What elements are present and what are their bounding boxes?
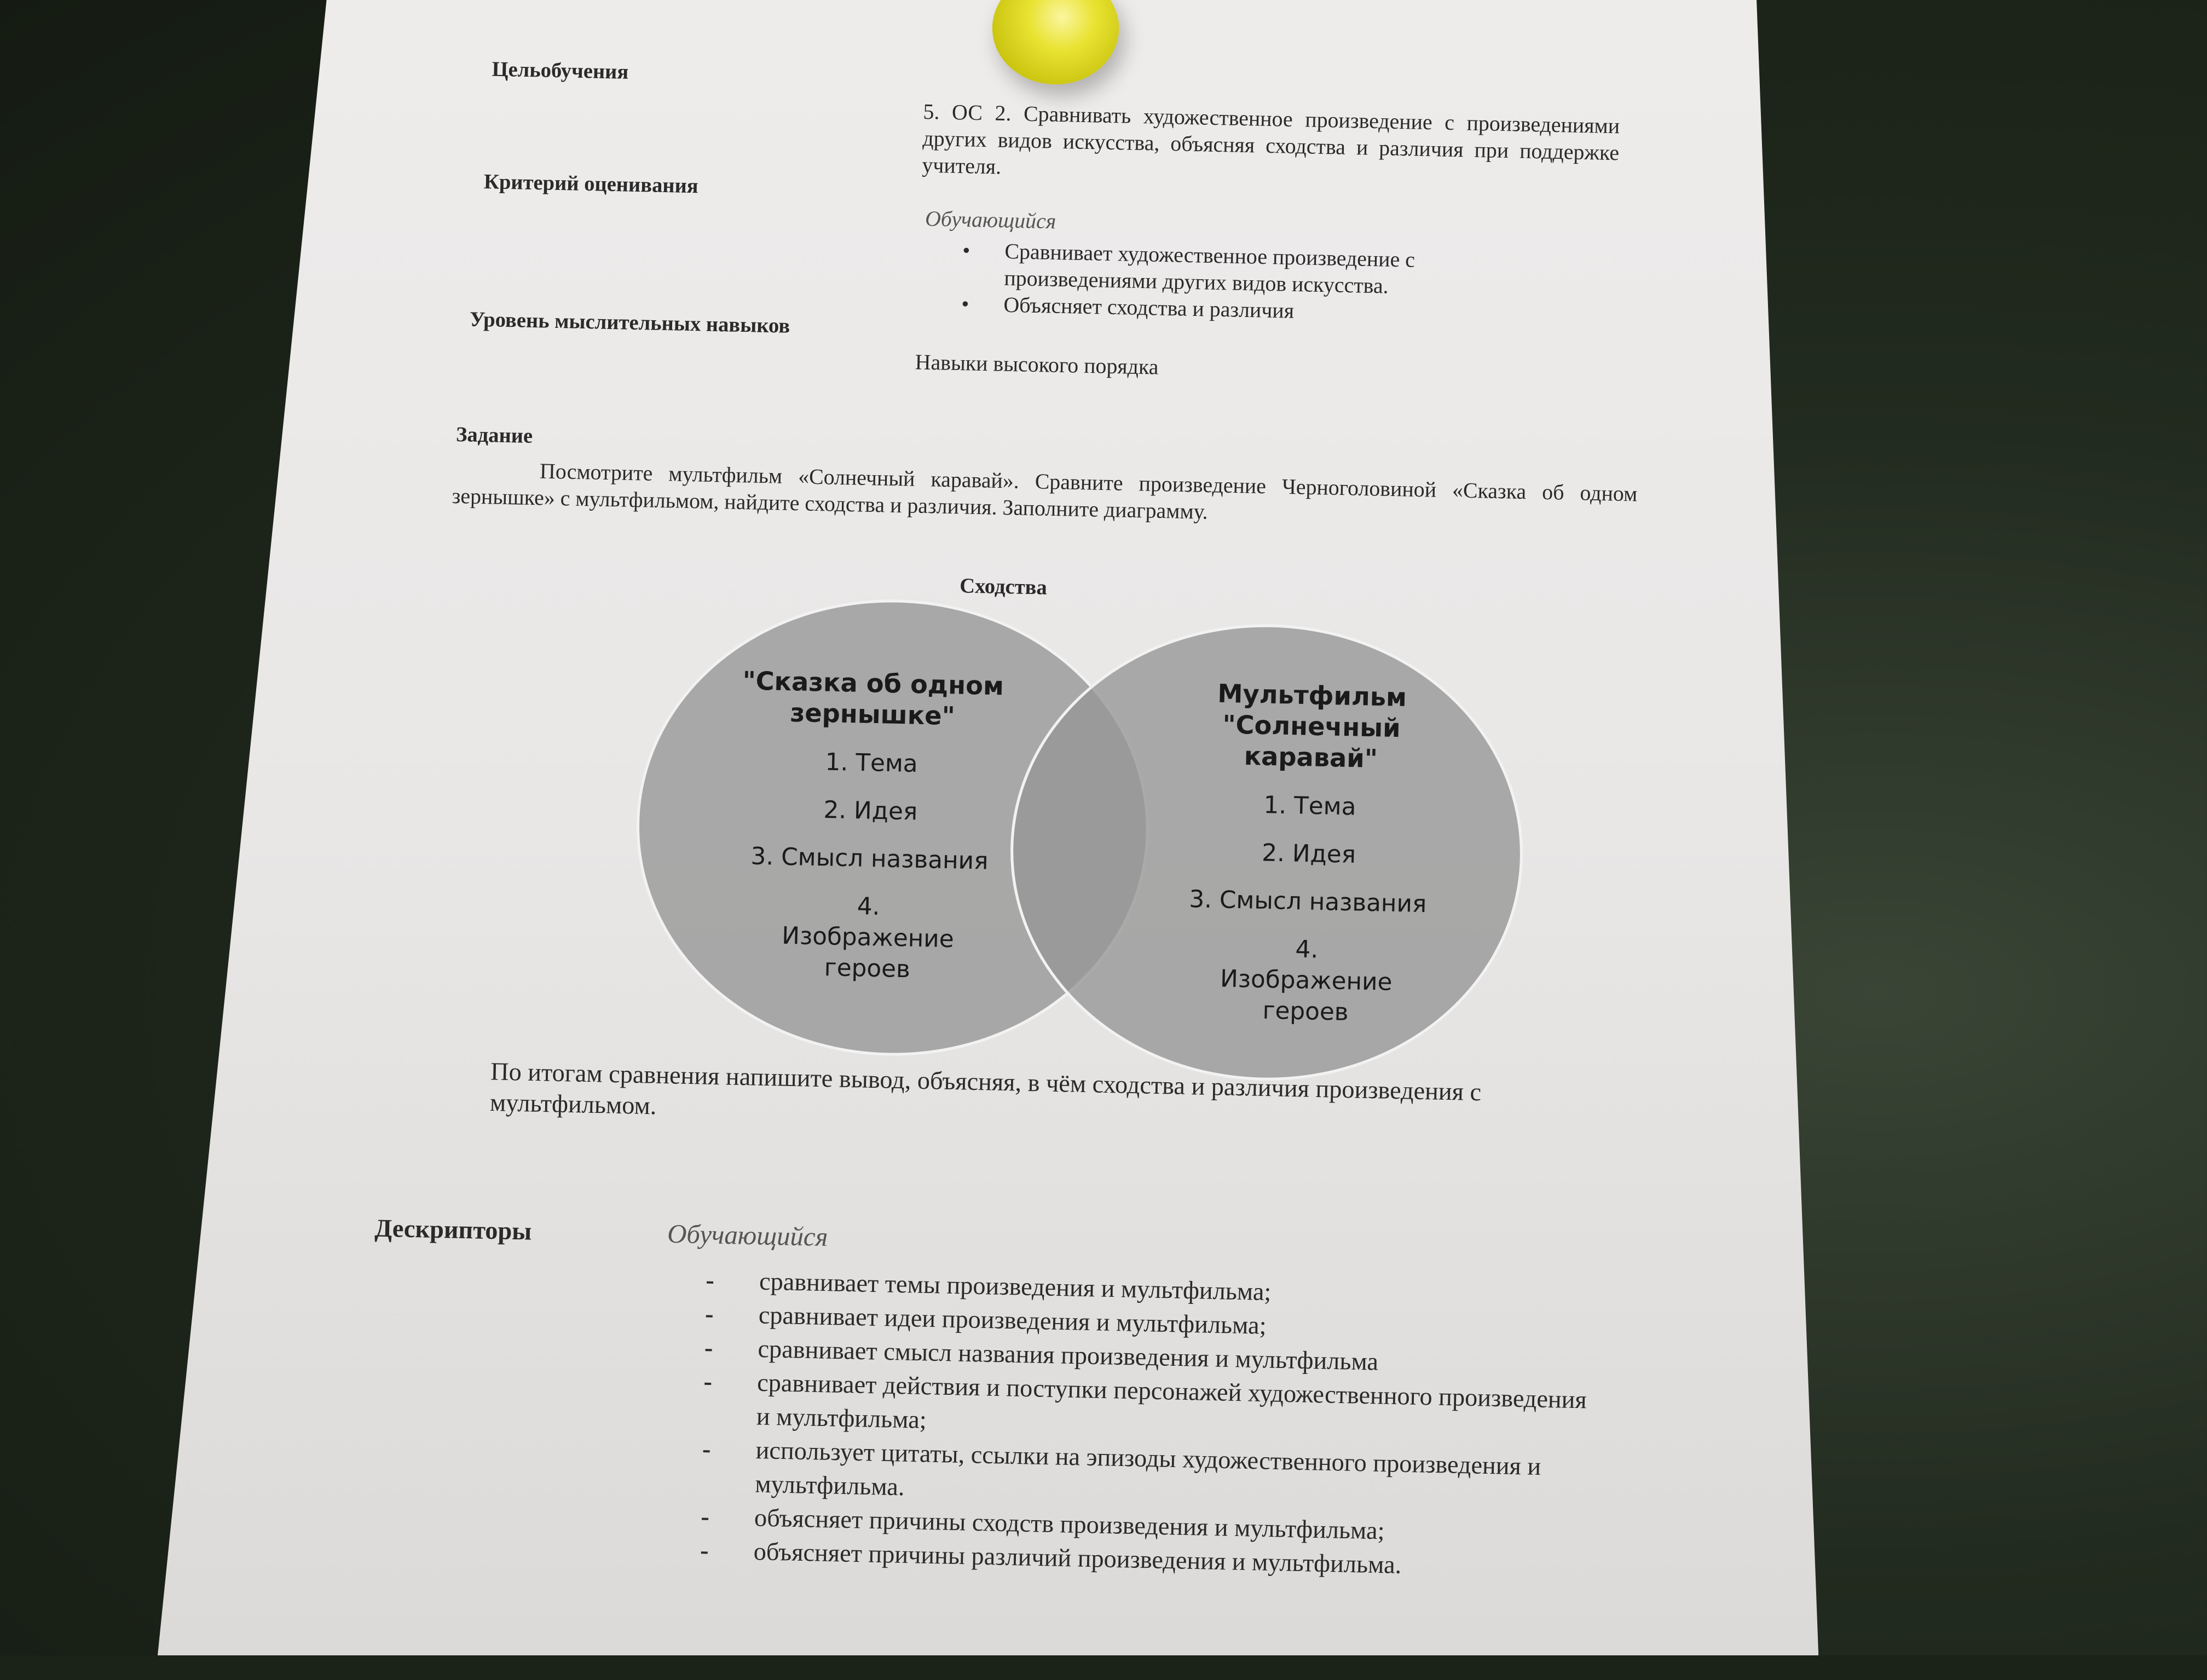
descriptor-item: - сравнивает темы произведения и мультфильма;: [706, 1263, 1607, 1315]
task-text: Посмотрите мультфильм «Солнечный каравай». Сравните произведение Черноголовиной «Сказка об одном зернышке» с мультфильмом, найдите сходства и различия. Заполните диаграмму.: [452, 460, 1638, 525]
descriptor-item: - сравнивает идеи произведения и мультфильма;: [705, 1297, 1607, 1349]
venn-title: Сходства: [959, 575, 1048, 601]
criterion-item: • Сравнивает художественное произведение с произведениями других видов искусства.: [962, 238, 1554, 303]
venn-left-title: "Сказка об одном зернышке": [742, 667, 1004, 732]
venn-left-item: 1. Тема: [825, 748, 918, 779]
descriptor-item: - объясняет причины сходств произведения и мультфильма;: [701, 1499, 1602, 1552]
venn-right-item: 4. Изображение героев: [1220, 936, 1393, 1027]
goal-text: 5. ОС 2. Сравнивать художественное произведение с произведениями других видов искусства, объясняя сходства и различия при поддержке учителя.: [922, 100, 1620, 180]
level-label: Уровень мыслительных навыков: [469, 309, 790, 339]
criterion-intro: Обучающийся: [925, 207, 1056, 234]
descriptors-label: Дескрипторы: [374, 1214, 532, 1245]
venn-right-item: 3. Смысл названия: [1188, 886, 1427, 919]
task-label: Задание: [455, 424, 533, 449]
descriptor-item: - использует цитаты, ссылки на эпизоды художественного произведения и мультфильма.: [701, 1432, 1603, 1519]
level-text: Навыки высокого порядка: [915, 350, 1159, 380]
venn-left-item: 3. Смысл названия: [750, 842, 989, 876]
criterion-label: Критерий оценивания: [483, 171, 699, 199]
criterion-list: [961, 238, 1554, 330]
venn-right-item: 1. Тема: [1263, 792, 1356, 822]
descriptors-list: [700, 1263, 1607, 1586]
descriptor-item: - сравнивает действия и поступки персонажей художественного произведения и мультфильма;: [703, 1364, 1605, 1451]
venn-right-item: 2. Идея: [1261, 839, 1356, 870]
venn-left-item: 2. Идея: [823, 796, 918, 827]
descriptors-intro: Обучающийся: [667, 1220, 828, 1253]
descriptor-item: - сравнивает смысл названия произведения и мультфильма: [704, 1331, 1605, 1383]
venn-left-item: 4. Изображение героев: [781, 893, 955, 985]
descriptor-item: - объясняет причины различий произведения и мультфильма.: [700, 1533, 1602, 1586]
conclusion-text: По итогам сравнения напишите вывод, объясняя, в чём сходства и различия произведения с мультфильмом.: [489, 1057, 1482, 1120]
venn-right-title: Мультфильм "Солнечный каравай": [1217, 679, 1407, 775]
goal-label: Цельобучения: [492, 59, 629, 85]
criterion-item: • Объясняет сходства и различия: [961, 291, 1553, 330]
